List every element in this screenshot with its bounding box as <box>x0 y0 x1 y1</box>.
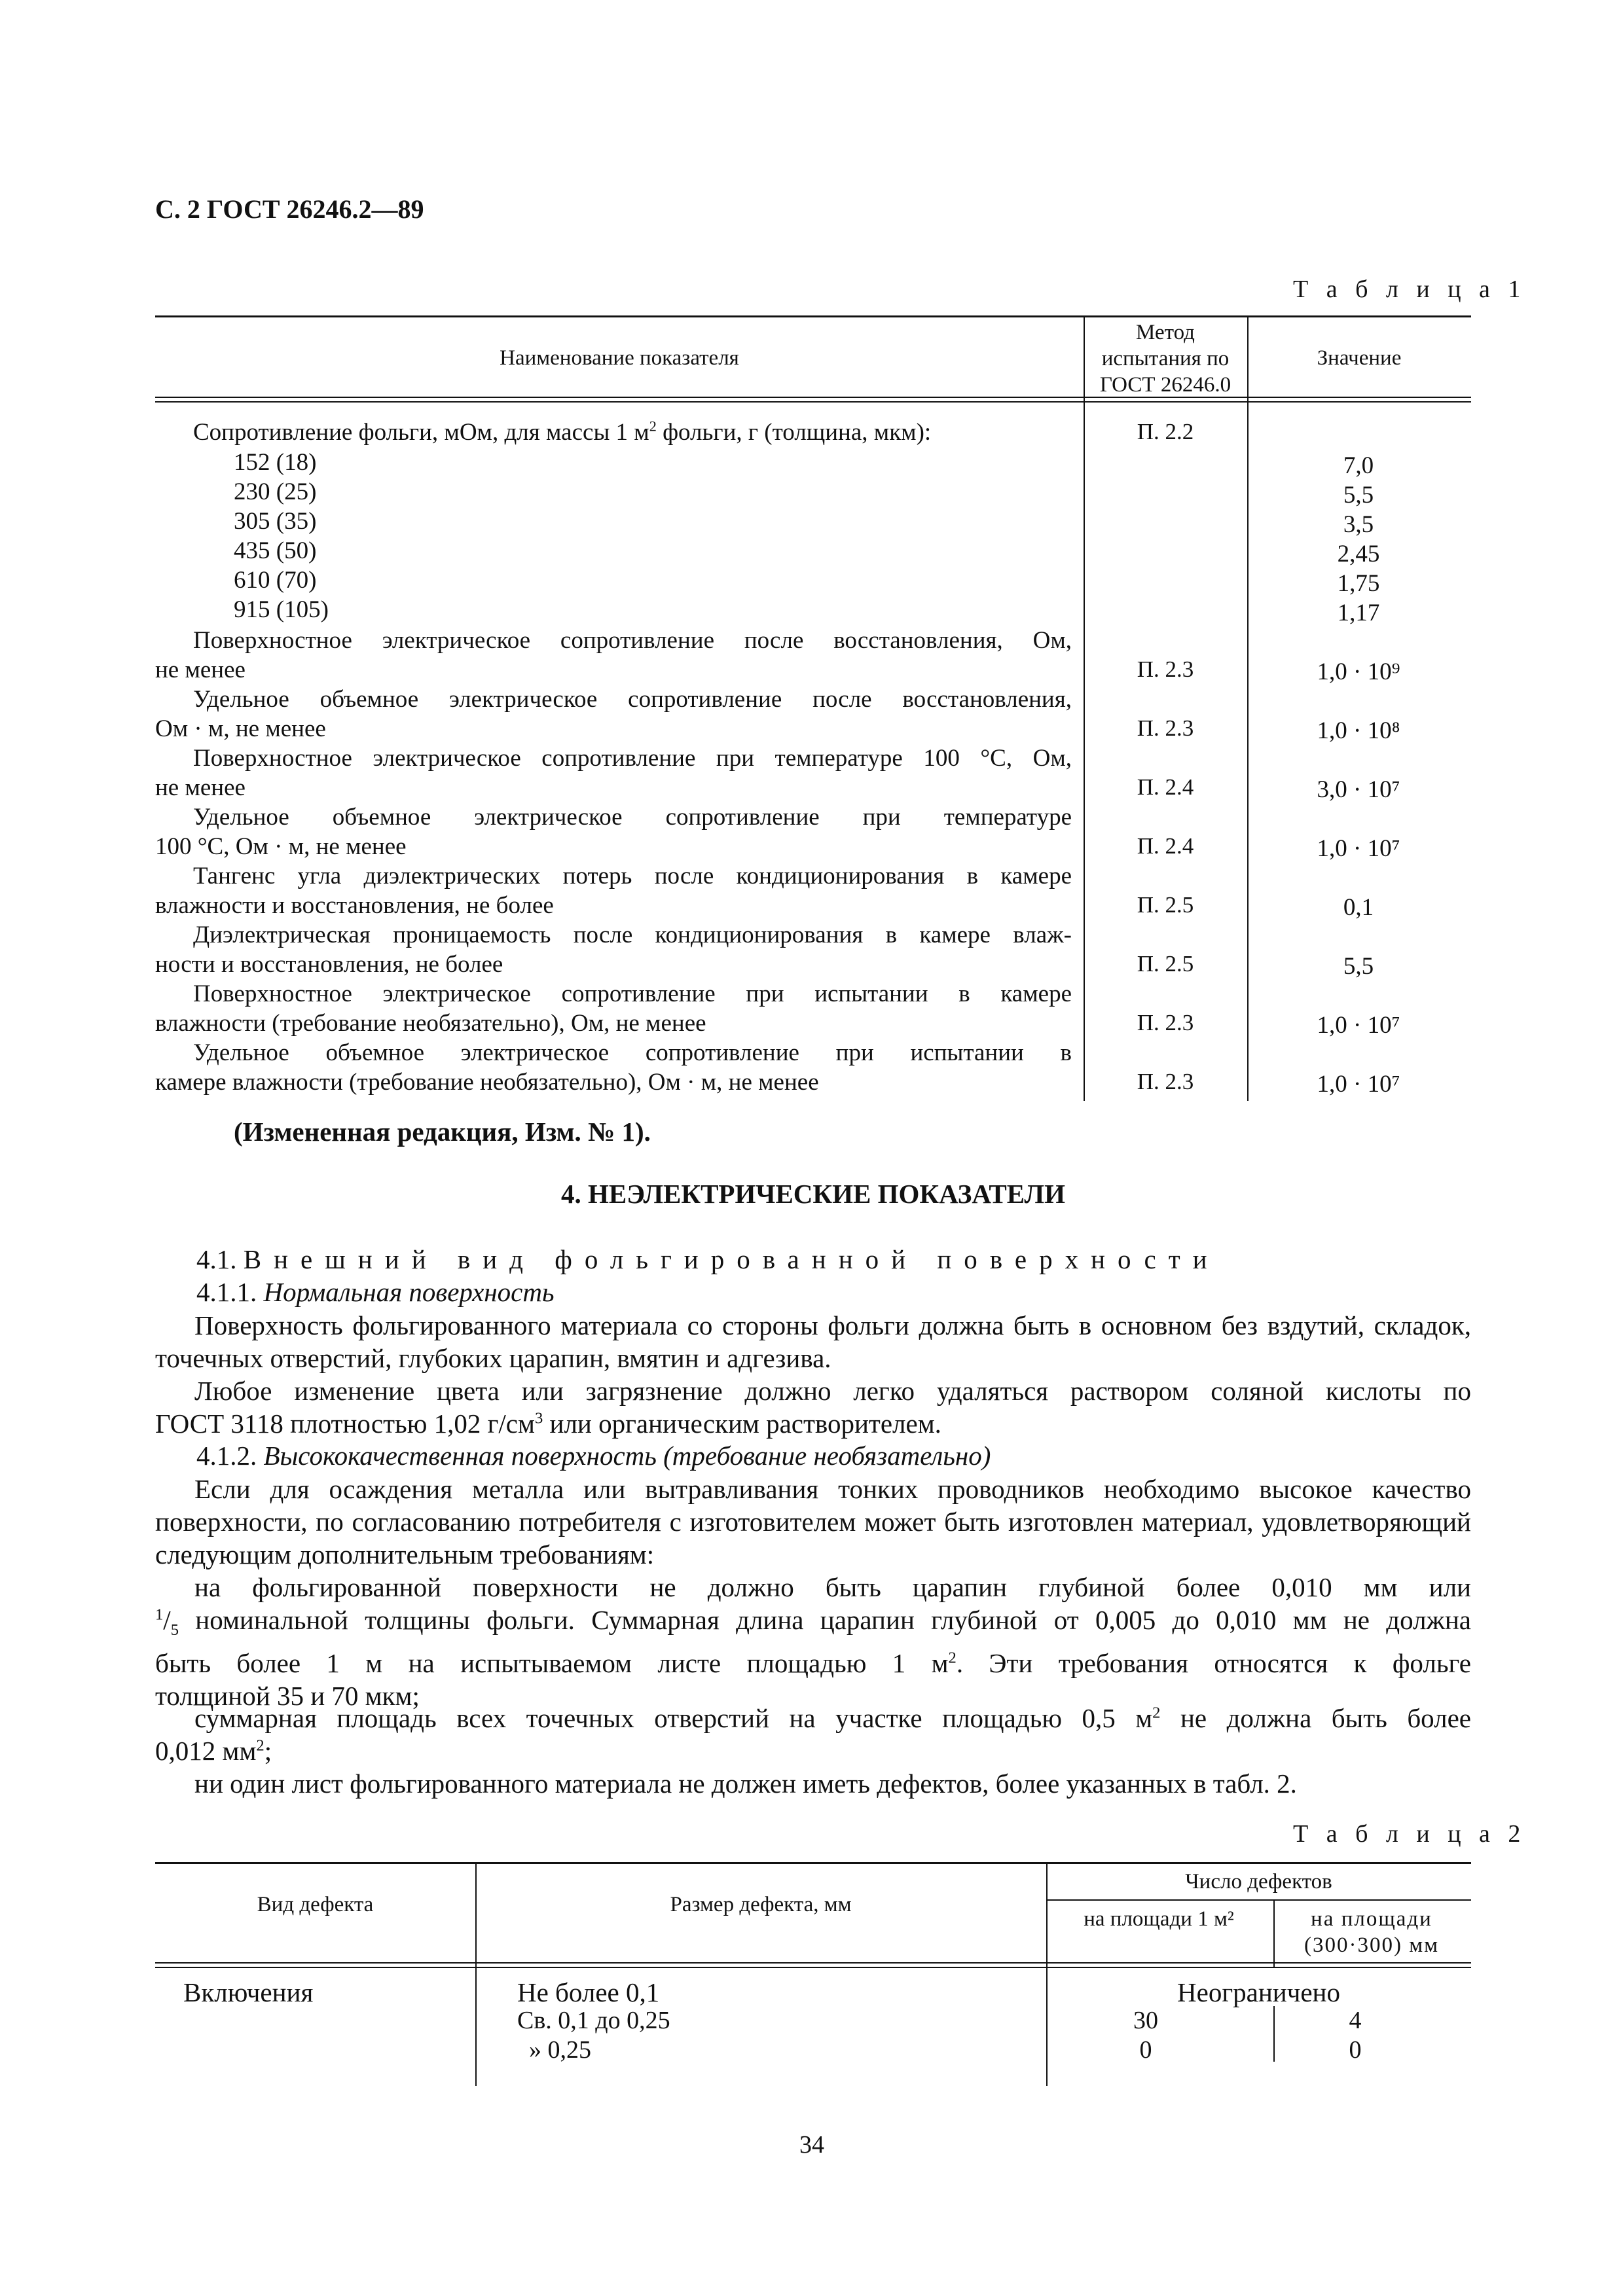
table1-row-value: 0,1 <box>1343 894 1374 921</box>
table1-row-value: 1,0 · 10⁷ <box>1317 1071 1400 1098</box>
table2-col-divider-2 <box>1046 1862 1048 2086</box>
amendment-note: (Измененная редакция, Изм. № 1). <box>234 1117 651 1147</box>
table1-sub-value: 1,17 <box>1337 600 1380 626</box>
section-title: 4. НЕЭЛЕКТРИЧЕСКИЕ ПОКАЗАТЕЛИ <box>561 1179 1065 1209</box>
table2-header-area1: на площади 1 м² <box>1084 1907 1234 1931</box>
table1-row-line2: не менее <box>155 656 246 683</box>
table2-header-type: Вид дефекта <box>257 1893 374 1916</box>
table1-header-rule2 <box>155 401 1471 403</box>
table1-row-line1: Удельное объемное электрическое сопротивление при температуре <box>193 804 1072 831</box>
table1-row <box>155 802 1072 861</box>
paragraph: ни один лист фольгированного материала не должен иметь дефектов, более указанных в табл. 2. <box>194 1768 1297 1799</box>
table1-row-line1: Диэлектрическая проницаемость после кондиционирования в камере влаж- <box>193 922 1072 948</box>
table2-top-rule <box>155 1862 1471 1864</box>
table1-row-line2: Ом · м, не менее <box>155 715 326 742</box>
table1-header-name: Наименование показателя <box>500 346 739 370</box>
table1-sub-value: 3,5 <box>1343 511 1374 538</box>
table1-row-line1: Поверхностное электрическое сопротивление при испытании в камере <box>193 980 1072 1007</box>
table1-sub-name: 610 (70) <box>234 567 317 594</box>
table1-row1-name: Сопротивление фольги, мОм, для массы 1 $м^2$ фольги, г (толщина, мкм): <box>193 418 932 446</box>
table1-row-value: 1,0 · 10⁷ <box>1317 835 1400 862</box>
paragraph: Любое изменение цвета или загрязнение должно легко удаляться раствором соляной кислоты по ГОСТ 3118 плотностью 1,02 $г/см^3$ или органическим растворителем. <box>155 1376 1471 1439</box>
table1-row-line1: Удельное объемное электрическое сопротивление при испытании в <box>193 1039 1072 1066</box>
table2-defect-type: Включения <box>183 1977 314 2007</box>
table1-sub-name: 915 (105) <box>234 596 329 623</box>
table1-row-value: 1,0 · 10⁹ <box>1317 658 1400 685</box>
paragraph: суммарная площадь всех точечных отверстий на участке площадью 0,5 $м^2$ не должна быть более 0,012 $мм^2$; <box>155 1703 1471 1766</box>
table1-row <box>155 626 1072 685</box>
table1-row1-method: П. 2.2 <box>1137 419 1194 444</box>
table1-row-method: П. 2.3 <box>1137 1010 1194 1035</box>
table1-row-line1: Удельное объемное электрическое сопротивление после восстановления, <box>193 686 1072 713</box>
table1-header-value: Значение <box>1317 346 1402 370</box>
table1-sub-name: 435 (50) <box>234 537 317 564</box>
table2-header-size: Размер дефекта, мм <box>670 1893 852 1916</box>
table1-row-line1: Тангенс угла диэлектрических потерь после кондиционирования в камере <box>193 863 1072 889</box>
table1-row <box>155 920 1072 979</box>
table2-count-unlimited: Неограничено <box>1177 1977 1340 2007</box>
table1-row-value: 1,0 · 10⁸ <box>1317 717 1400 744</box>
table1-sub-value: 7,0 <box>1343 452 1374 479</box>
table1-row-value: 3,0 · 10⁷ <box>1317 776 1400 803</box>
table1-top-rule <box>155 315 1471 317</box>
table2-subheader-rule <box>1046 1899 1471 1901</box>
table1-row-method: П. 2.4 <box>1137 774 1194 800</box>
table1-header-rule <box>155 397 1471 398</box>
table2-count-area1: 30 <box>1133 2007 1158 2034</box>
table1-row-method: П. 2.4 <box>1137 833 1194 859</box>
table2-col-divider-3 <box>1273 1899 1275 1967</box>
table2-size: » 0,25 <box>529 2036 591 2064</box>
table1-sub-name: 152 (18) <box>234 449 317 476</box>
subsection-4-1 <box>196 1244 1220 1275</box>
table2-header-area2: на площади (300·300) мм <box>1304 1907 1439 1957</box>
table1-row <box>155 861 1072 920</box>
paragraph: Поверхность фольгированного материала со стороны фольги должна быть в основном без вздутий, складок, точечных отверстий, глубоких царапин, вмятин и адгезива. <box>155 1310 1471 1373</box>
table1-row-value: 5,5 <box>1343 953 1374 980</box>
paragraph: Если для осаждения металла или вытравливания тонких проводников необходимо высокое качество поверхности, по согласованию потребителя с изготовителем может быть изготовлен материал, удовлетворяющий следующим дополнительным требованиям: <box>155 1474 1471 1570</box>
table1-col-divider-1 <box>1084 315 1085 1101</box>
table2-body-divider <box>1273 2006 1275 2062</box>
subsection-4-1-2: 4.1.2. Высококачественная поверхность (требование необязательно) <box>196 1441 991 1471</box>
table1-row-method: П. 2.5 <box>1137 951 1194 977</box>
table1-sub-name: 230 (25) <box>234 478 317 505</box>
table2-count-area2: 0 <box>1349 2036 1362 2064</box>
table2-caption: Т а б л и ц а 2 <box>1293 1820 1527 1848</box>
table1-row-method: П. 2.5 <box>1137 892 1194 918</box>
table1-caption: Т а б л и ц а 1 <box>1293 276 1527 303</box>
table1-row-line2: ности и восстановления, не более <box>155 951 503 978</box>
table1-header-method: Метод испытания по ГОСТ 26246.0 <box>1099 321 1231 397</box>
table1-row-line2: влажности (требование необязательно), Ом, не менее <box>155 1010 706 1037</box>
table2-count-area1: 0 <box>1139 2036 1152 2064</box>
table1-row <box>155 744 1072 802</box>
table1-row <box>155 1038 1072 1097</box>
subsection-title: Внешний вид фольгированной поверхности <box>243 1244 1220 1274</box>
table2-size: Не более 0,1 <box>517 1977 660 2007</box>
table1-row-line2: влажности и восстановления, не более <box>155 892 554 919</box>
table1-row-line2: не менее <box>155 774 246 801</box>
table1-row-method: П. 2.3 <box>1137 715 1194 741</box>
table1-row <box>155 979 1072 1038</box>
table1-sub-value: 1,75 <box>1337 570 1380 597</box>
table2-count-area2: 4 <box>1349 2007 1362 2034</box>
table2-size: Св. 0,1 до 0,25 <box>517 2007 670 2034</box>
subsection-number: 4.1. <box>196 1244 237 1274</box>
table2-header-rule2 <box>155 1967 1471 1968</box>
table1-sub-value: 2,45 <box>1337 541 1380 567</box>
table1-row-line1: Поверхностное электрическое сопротивление при температуре 100 °С, Ом, <box>193 745 1072 772</box>
table1-row-method: П. 2.3 <box>1137 656 1194 682</box>
page-number: 34 <box>799 2131 824 2159</box>
page-header: С. 2 ГОСТ 26246.2—89 <box>155 194 424 224</box>
table1-row <box>155 685 1072 744</box>
table2-header-count: Число дефектов <box>1185 1870 1332 1893</box>
table1-row-line2: 100 °С, Ом · м, не менее <box>155 833 407 860</box>
paragraph: на фольгированной поверхности не должно быть царапин глубиной более 0,010 мм или $^1/_5$ номинальной толщины фольги. Суммарная длина царапин глубиной от 0,005 до 0,010 мм не должна быть более 1 м на испытываемом листе площадью 1 $м^2$. Эти требования относятся к фольге толщиной 35 и 70 мкм; <box>155 1572 1471 1712</box>
table1-col-divider-2 <box>1247 315 1249 1101</box>
table1-sub-name: 305 (35) <box>234 508 317 535</box>
table1-sub-value: 5,5 <box>1343 482 1374 509</box>
subsection-4-1-1: 4.1.1. Нормальная поверхность <box>196 1277 555 1307</box>
table1-row-method: П. 2.3 <box>1137 1069 1194 1094</box>
table1-row-line2: камере влажности (требование необязательно), Ом · м, не менее <box>155 1069 819 1096</box>
table1-row-line1: Поверхностное электрическое сопротивление после восстановления, Ом, <box>193 627 1072 654</box>
table1-row-value: 1,0 · 10⁷ <box>1317 1012 1400 1039</box>
